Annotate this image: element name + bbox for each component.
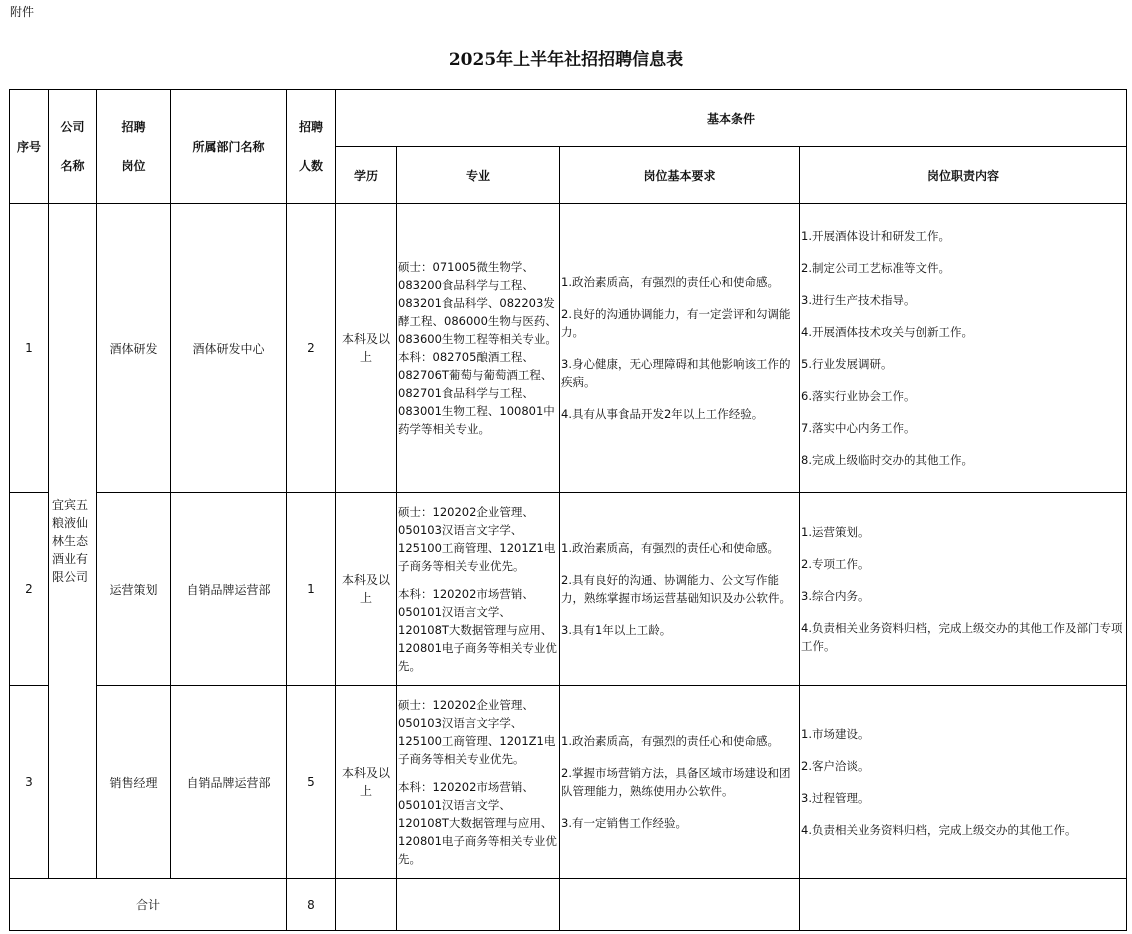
row-major	[397, 493, 560, 686]
row-count: 1	[287, 493, 336, 686]
total-count: 8	[287, 879, 336, 931]
duty-item: 3.进行生产技术指导。	[801, 293, 916, 307]
requirement-item: 4.具有从事食品开发2年以上工作经验。	[561, 407, 764, 421]
duty-item: 6.落实行业协会工作。	[801, 389, 916, 403]
header-education: 学历	[336, 147, 397, 204]
duty-item: 2.制定公司工艺标准等文件。	[801, 261, 950, 275]
row-count: 2	[287, 204, 336, 493]
duty-item: 1.市场建设。	[801, 727, 870, 741]
major-master: 硕士：120202企业管理、050103汉语言文字学、125100工商管理、1201Z1电子商务等相关专业优先。	[398, 698, 556, 766]
header-seq: 序号	[10, 90, 49, 204]
row-position: 销售经理	[97, 686, 171, 879]
table-row	[10, 686, 1127, 879]
requirement-item: 3.有一定销售工作经验。	[561, 816, 687, 830]
page-title: 2025年上半年社招招聘信息表	[448, 50, 684, 70]
row-requirements	[560, 686, 800, 879]
row-seq: 1	[10, 204, 49, 493]
major-bachelor: 本科：082705酿酒工程、082706T葡萄与葡萄酒工程、082701食品科学与工程、083001生物工程、100801中药学等相关专业。	[398, 350, 555, 436]
header-count: 招聘 人数	[287, 90, 336, 204]
requirement-item: 1.政治素质高，有强烈的责任心和使命感。	[561, 734, 779, 748]
row-requirements	[560, 204, 800, 493]
duty-item: 1.开展酒体设计和研发工作。	[801, 229, 950, 243]
company-name: 宜宾五粮液仙林生态酒业有限公司	[49, 204, 97, 879]
duty-item: 7.落实中心内务工作。	[801, 421, 916, 435]
header-major: 专业	[397, 147, 560, 204]
requirement-item: 1.政治素质高，有强烈的责任心和使命感。	[561, 541, 779, 555]
row-seq: 2	[10, 493, 49, 686]
header-company: 公司 名称	[49, 90, 97, 204]
requirement-item: 2.良好的沟通协调能力，有一定尝评和勾调能力。	[561, 307, 791, 339]
header-department: 所属部门名称	[171, 90, 287, 204]
duty-item: 2.专项工作。	[801, 557, 870, 571]
duty-item: 5.行业发展调研。	[801, 357, 893, 371]
major-master: 硕士：120202企业管理、050103汉语言文字学、125100工商管理、1201Z1电子商务等相关专业优先。	[398, 505, 556, 573]
row-department: 自销品牌运营部	[171, 493, 287, 686]
duty-item: 3.过程管理。	[801, 791, 870, 805]
header-requirements: 岗位基本要求	[560, 147, 800, 204]
major-bachelor: 本科：120202市场营销、050101汉语言文学、120108T大数据管理与应用、120801电子商务等相关专业优先。	[398, 587, 557, 673]
requirement-item: 3.身心健康，无心理障碍和其他影响该工作的疾病。	[561, 357, 791, 389]
row-position: 酒体研发	[97, 204, 171, 493]
total-empty-cell	[800, 879, 1127, 931]
row-count: 5	[287, 686, 336, 879]
recruitment-table	[9, 89, 1127, 931]
total-empty-cell	[397, 879, 560, 931]
requirement-item: 3.具有1年以上工龄。	[561, 623, 672, 637]
total-label: 合计	[10, 879, 287, 931]
total-row	[10, 879, 1127, 931]
requirement-item: 2.具有良好的沟通、协调能力、公文写作能力，熟练掌握市场运营基础知识及办公软件。	[561, 573, 791, 605]
duty-item: 4.负责相关业务资料归档，完成上级交办的其他工作及部门专项工作。	[801, 621, 1123, 653]
duty-item: 2.客户洽谈。	[801, 759, 870, 773]
row-seq: 3	[10, 686, 49, 879]
row-position: 运营策划	[97, 493, 171, 686]
major-master: 硕士：071005微生物学、083200食品科学与工程、083201食品科学、082203发酵工程、086000生物与医药、083600生物工程等相关专业。	[398, 260, 557, 346]
row-duties	[800, 204, 1127, 493]
row-department: 酒体研发中心	[171, 204, 287, 493]
row-requirements	[560, 493, 800, 686]
row-education: 本科及以上	[336, 493, 397, 686]
header-position: 招聘 岗位	[97, 90, 171, 204]
duty-item: 4.开展酒体技术攻关与创新工作。	[801, 325, 973, 339]
row-major	[397, 204, 560, 493]
row-education: 本科及以上	[336, 204, 397, 493]
duty-item: 8.完成上级临时交办的其他工作。	[801, 453, 973, 467]
table-row	[10, 493, 1127, 686]
table-row	[10, 204, 1127, 493]
duty-item: 4.负责相关业务资料归档，完成上级交办的其他工作。	[801, 823, 1077, 837]
annex-label: 附件	[10, 5, 35, 19]
major-bachelor: 本科：120202市场营销、050101汉语言文学、120108T大数据管理与应用、120801电子商务等相关专业优先。	[398, 780, 557, 866]
requirement-item: 1.政治素质高，有强烈的责任心和使命感。	[561, 275, 779, 289]
row-duties	[800, 493, 1127, 686]
header-basic: 基本条件	[336, 90, 1127, 147]
header-duties: 岗位职责内容	[800, 147, 1127, 204]
duty-item: 1.运营策划。	[801, 525, 870, 539]
row-education: 本科及以上	[336, 686, 397, 879]
row-duties	[800, 686, 1127, 879]
duty-item: 3.综合内务。	[801, 589, 870, 603]
row-major	[397, 686, 560, 879]
total-empty-cell	[336, 879, 397, 931]
row-department: 自销品牌运营部	[171, 686, 287, 879]
header-row-1	[10, 90, 1127, 147]
total-empty-cell	[560, 879, 800, 931]
requirement-item: 2.掌握市场营销方法，具备区域市场建设和团队管理能力，熟练使用办公软件。	[561, 766, 791, 798]
